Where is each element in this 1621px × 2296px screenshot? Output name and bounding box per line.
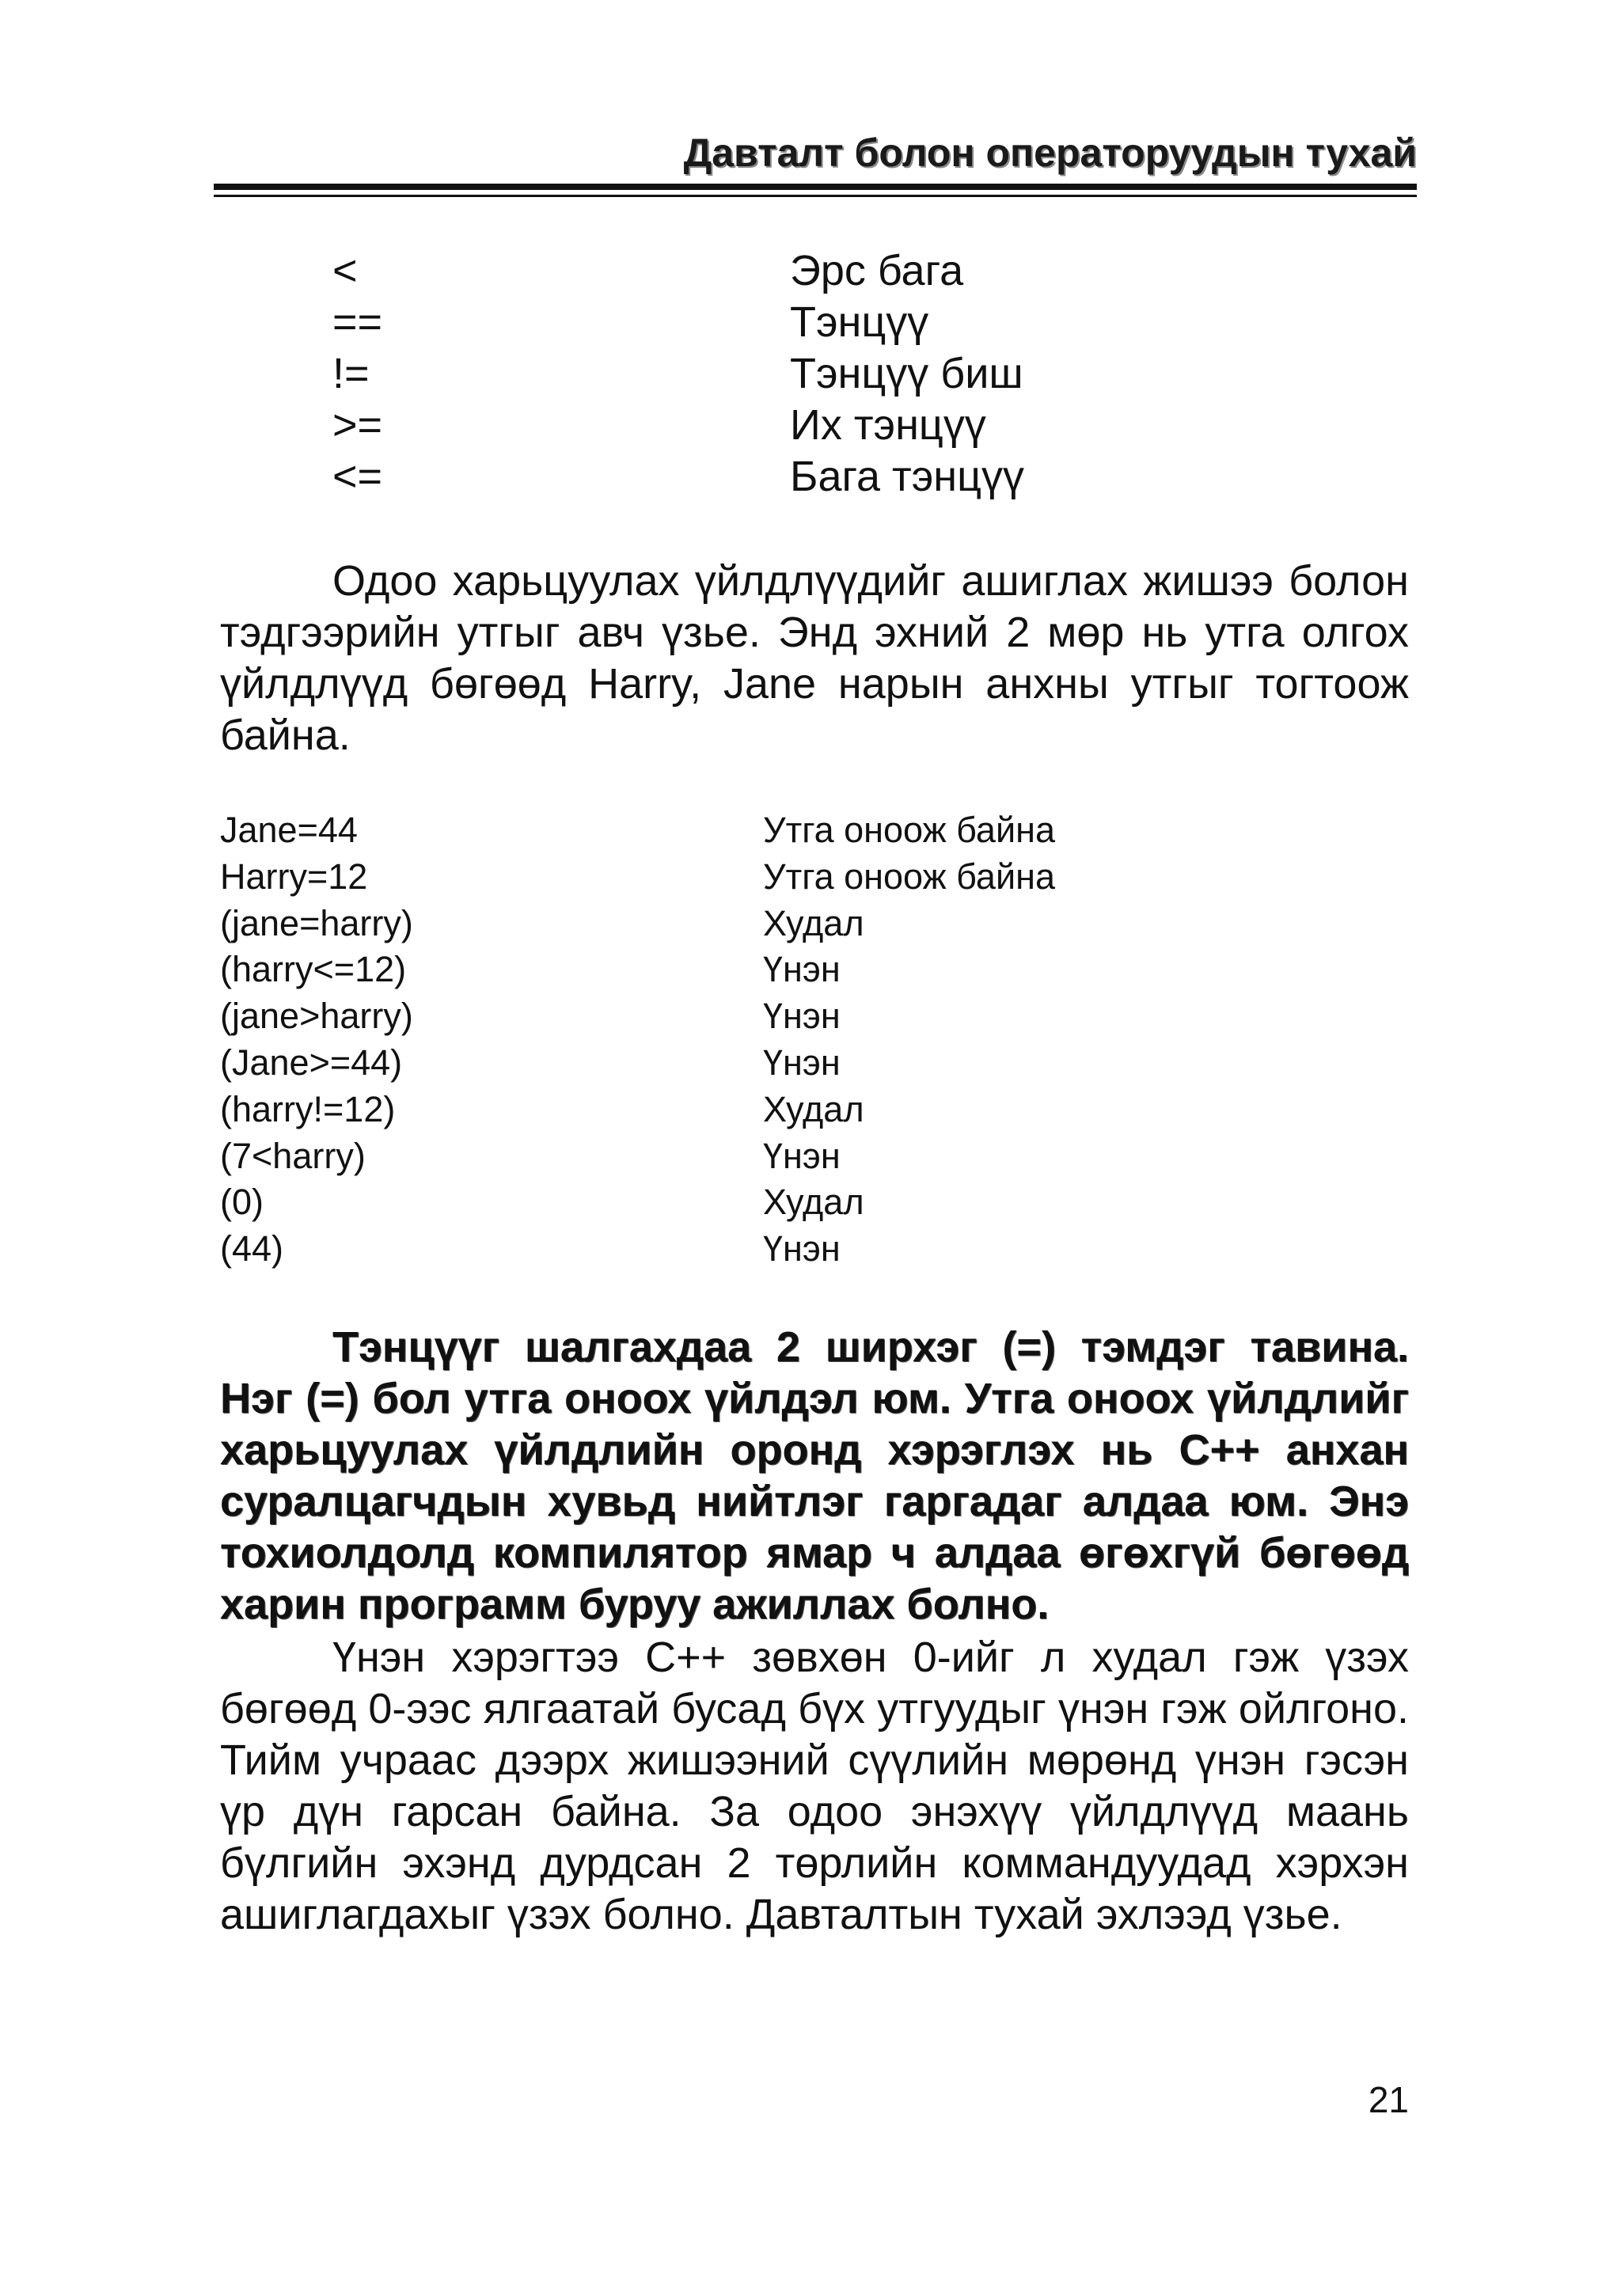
example-result: Үнэн bbox=[763, 1135, 841, 1176]
example-result: Худал bbox=[763, 1088, 864, 1129]
intro-paragraph: Одоо харьцуулах үйлдлүүдийг ашиглах жишээ болон тэдгээрийн утгыг авч үзье. Энд эхний 2 мөр нь утга олгох үйлдлүүд бөгөөд Harry, Jane нарын анхны утгыг тогтоож байна. bbox=[220, 557, 1409, 759]
operator-meaning: Эрс бага bbox=[790, 247, 964, 294]
example-row bbox=[220, 1087, 1407, 1133]
example-result: Худал bbox=[763, 1182, 864, 1223]
example-expression: Jane=44 bbox=[220, 810, 358, 850]
operator-symbol: == bbox=[332, 298, 383, 346]
header-rule-thick bbox=[214, 184, 1417, 190]
example-row bbox=[220, 1133, 1407, 1180]
example-row bbox=[220, 947, 1407, 993]
example-row bbox=[220, 901, 1407, 947]
example-row bbox=[220, 993, 1407, 1040]
example-result: Утга оноож байна bbox=[763, 856, 1055, 897]
example-row bbox=[220, 1179, 1407, 1226]
example-expression: (0) bbox=[220, 1182, 264, 1223]
operator-meaning: Тэнцүү bbox=[790, 298, 929, 346]
operator-row bbox=[332, 348, 1282, 400]
example-result: Үнэн bbox=[763, 1042, 841, 1083]
example-expression: Harry=12 bbox=[220, 856, 368, 897]
operator-symbol: >= bbox=[332, 401, 383, 449]
example-expression: (harry!=12) bbox=[220, 1088, 396, 1129]
example-result: Үнэн bbox=[763, 949, 841, 990]
operator-meaning: Тэнцүү биш bbox=[790, 350, 1023, 397]
operator-row bbox=[332, 245, 1282, 297]
operator-row bbox=[332, 400, 1282, 451]
example-row bbox=[220, 807, 1407, 854]
running-header: Давталт болон операторуудын тухай bbox=[683, 131, 1417, 175]
example-expression: (44) bbox=[220, 1228, 284, 1269]
example-result: Утга оноож байна bbox=[763, 810, 1055, 850]
operator-meaning: Их тэнцүү bbox=[790, 401, 986, 449]
example-result: Үнэн bbox=[763, 996, 841, 1037]
operator-meaning: Бага тэнцүү bbox=[790, 453, 1025, 500]
example-row bbox=[220, 1040, 1407, 1087]
operator-symbol: != bbox=[332, 350, 370, 397]
operator-symbol: <= bbox=[332, 453, 383, 500]
operator-row bbox=[332, 451, 1282, 503]
operator-row bbox=[332, 297, 1282, 348]
example-expression: (Jane>=44) bbox=[220, 1042, 403, 1083]
operator-symbol: < bbox=[332, 247, 358, 294]
header-rule-thin bbox=[214, 195, 1417, 197]
example-table bbox=[220, 807, 1407, 1273]
example-row bbox=[220, 854, 1407, 901]
example-expression: (7<harry) bbox=[220, 1135, 366, 1176]
example-result: Худал bbox=[763, 902, 864, 943]
example-expression: (harry<=12) bbox=[220, 949, 407, 990]
example-result: Үнэн bbox=[763, 1228, 841, 1269]
example-row bbox=[220, 1226, 1407, 1273]
page-number: 21 bbox=[1368, 2079, 1409, 2120]
operator-table bbox=[332, 245, 1282, 503]
example-expression: (jane>harry) bbox=[220, 996, 413, 1037]
warning-paragraph: Тэнцүүг шалгахдаа 2 ширхэг (=) тэмдэг тавина. Нэг (=) бол утга оноох үйлдэл юм. Утга оноох үйлдлийг харьцуулах үйлдлийн оронд хэрэглэх нь C++ анхан суралцагчдын хувьд нийтлэг гаргадаг алдаа юм. Энэ тохиолдолд компилятор ямар ч алдаа өгөхгүй бөгөөд харин программ буруу ажиллах болно. bbox=[220, 1323, 1409, 1628]
conclusion-paragraph: Үнэн хэрэгтээ C++ зөвхөн 0-ийг л худал гэж үзэх бөгөөд 0-ээс ялгаатай бусад бүх утгуудыг үнэн гэж ойлгоно. Тийм учраас дээрх жишээний сүүлийн мөрөнд үнэн гэсэн үр дүн гарсан байна. За одоо энэхүү үйлдлүүд маань бүлгийн эхэнд дурдсан 2 төрлийн коммандуудад хэрхэн ашиглагдахыг үзэх болно. Давталтын тухай эхлээд үзье. bbox=[220, 1634, 1409, 1938]
example-expression: (jane=harry) bbox=[220, 902, 413, 943]
